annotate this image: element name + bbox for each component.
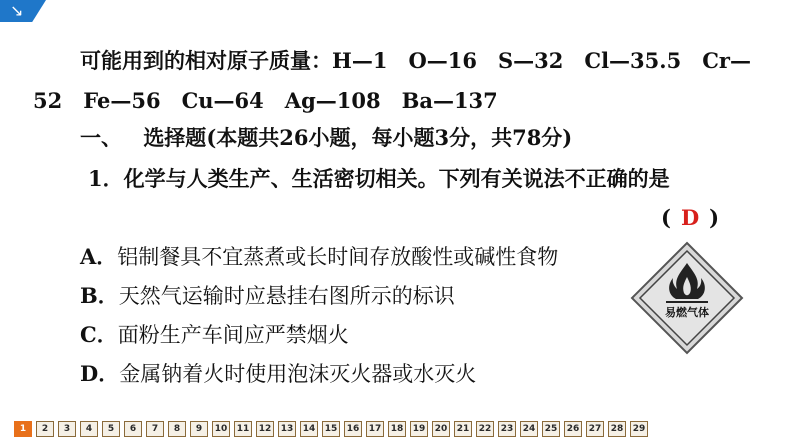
page-button-12[interactable]: 12: [256, 421, 274, 437]
page-button-13[interactable]: 13: [278, 421, 296, 437]
question-stem: [88, 164, 670, 194]
answer-bracket: [661, 203, 719, 233]
sign-label: 易燃气体: [665, 306, 709, 319]
option-a: [80, 242, 558, 272]
option-text: 天然气运输时应悬挂右图所示的标识: [118, 284, 455, 308]
option-b: [80, 281, 455, 311]
option-c: [80, 320, 349, 350]
page-button-9[interactable]: 9: [190, 421, 208, 437]
page-button-16[interactable]: 16: [344, 421, 362, 437]
page-button-1[interactable]: 1: [14, 421, 32, 437]
page-button-3[interactable]: 3: [58, 421, 76, 437]
option-d: [80, 359, 476, 389]
page-button-24[interactable]: 24: [520, 421, 538, 437]
question-number: 1．: [88, 166, 124, 191]
atomic-mass-line-1: 可能用到的相对原子质量：H—1 O—16 S—32 Cl—35.5 Cr—: [80, 48, 751, 73]
page-button-27[interactable]: 27: [586, 421, 604, 437]
page-button-25[interactable]: 25: [542, 421, 560, 437]
page-button-11[interactable]: 11: [234, 421, 252, 437]
question-text: 化学与人类生产、生活密切相关。下列有关说法不正确的是: [123, 166, 670, 191]
option-text: 铝制餐具不宜蒸煮或长时间存放酸性或碱性食物: [117, 245, 559, 269]
page-button-7[interactable]: 7: [146, 421, 164, 437]
page-button-4[interactable]: 4: [80, 421, 98, 437]
page-button-23[interactable]: 23: [498, 421, 516, 437]
slide-pager: [14, 421, 648, 439]
answer-open: (: [661, 205, 671, 230]
page-button-6[interactable]: 6: [124, 421, 142, 437]
page-button-14[interactable]: 14: [300, 421, 318, 437]
page-button-2[interactable]: 2: [36, 421, 54, 437]
arrow-icon: ↘: [10, 1, 24, 20]
option-letter: B．: [80, 283, 119, 308]
answer-letter: D: [680, 205, 700, 230]
page-button-22[interactable]: 22: [476, 421, 494, 437]
option-letter: D．: [80, 361, 120, 386]
option-text: 金属钠着火时使用泡沫灭火器或水灭火: [119, 362, 477, 386]
section-number: 一、: [80, 125, 122, 150]
page-button-18[interactable]: 18: [388, 421, 406, 437]
page-button-19[interactable]: 19: [410, 421, 428, 437]
page-button-10[interactable]: 10: [212, 421, 230, 437]
option-text: 面粉生产车间应严禁烟火: [117, 323, 349, 347]
section-note: (本题共26小题，每小题3分，共78分): [206, 125, 573, 150]
option-letter: A．: [80, 244, 118, 269]
atomic-mass-line-2: 52 Fe—56 Cu—64 Ag—108 Ba—137: [33, 88, 498, 113]
page-button-28[interactable]: 28: [608, 421, 626, 437]
page-button-20[interactable]: 20: [432, 421, 450, 437]
page-button-15[interactable]: 15: [322, 421, 340, 437]
page-button-29[interactable]: 29: [630, 421, 648, 437]
page-button-21[interactable]: 21: [454, 421, 472, 437]
option-letter: C．: [80, 322, 118, 347]
page-button-26[interactable]: 26: [564, 421, 582, 437]
flammable-gas-sign: [630, 241, 744, 355]
page-button-17[interactable]: 17: [366, 421, 384, 437]
page-button-5[interactable]: 5: [102, 421, 120, 437]
page-button-8[interactable]: 8: [168, 421, 186, 437]
answer-close: ): [709, 205, 720, 230]
section-title: 选择题: [143, 125, 207, 150]
section-heading: [80, 123, 572, 153]
